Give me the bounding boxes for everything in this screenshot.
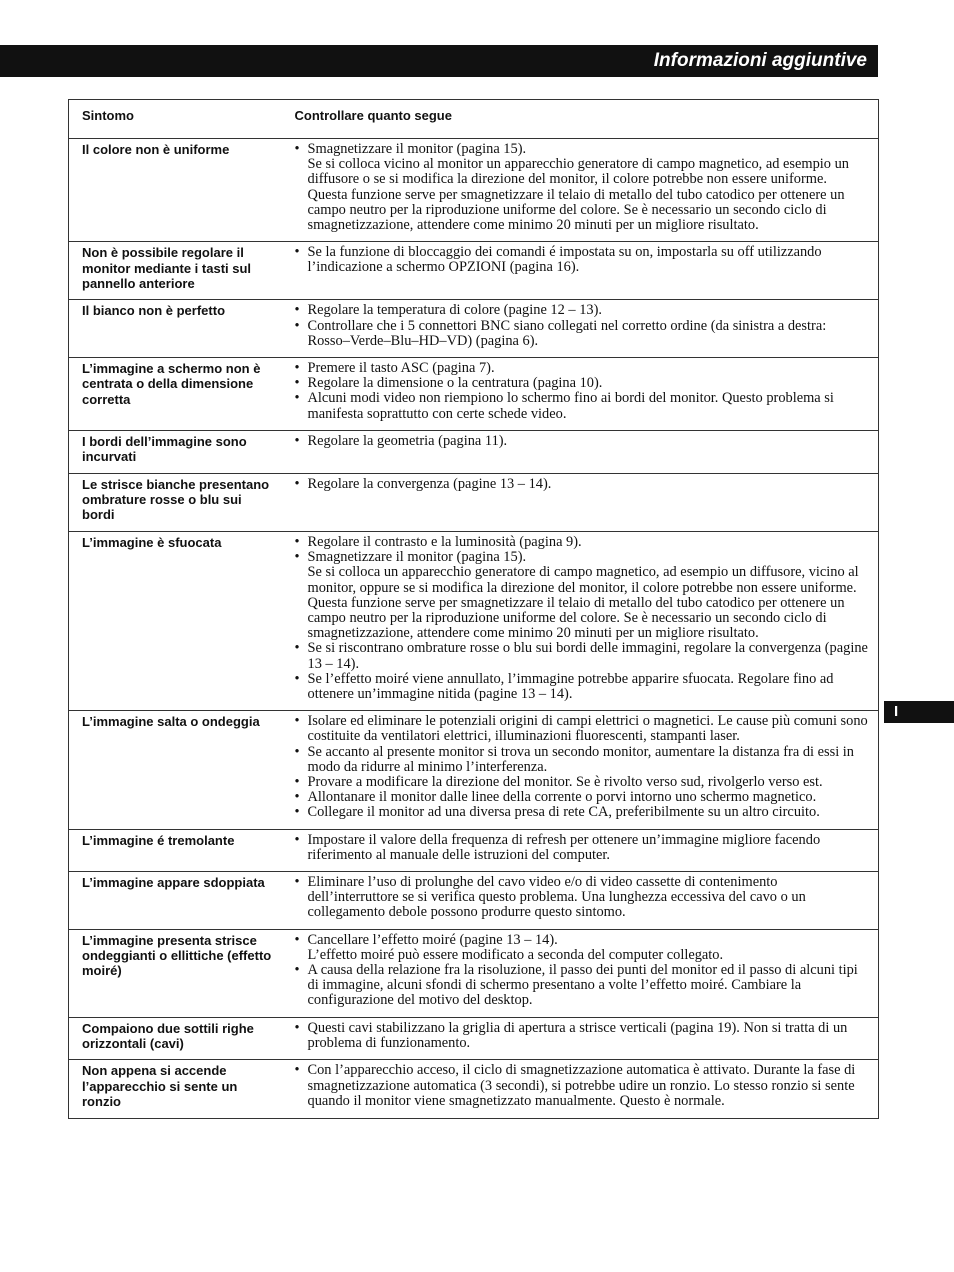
symptom-cell: Le strisce bianche presentano ombrature rosse o blu sui bordi xyxy=(69,473,282,531)
check-text: Se l’effetto moiré viene annullato, l’immagine potrebbe apparire sfuocata. Regolare fino ad ottenere un’immagine nitida (pagine 13 – 14). xyxy=(307,670,834,702)
bullet-icon: • xyxy=(294,533,300,550)
checks-list xyxy=(295,1021,871,1051)
bullet-icon: • xyxy=(294,475,300,492)
checks-cell xyxy=(282,829,879,871)
list-item xyxy=(295,535,871,550)
list-item xyxy=(295,745,871,775)
table-row xyxy=(69,430,879,473)
bullet-icon: • xyxy=(294,961,300,978)
checks-cell xyxy=(282,711,879,829)
checks-list xyxy=(295,434,871,449)
list-item xyxy=(295,933,871,963)
check-text: Regolare la temperatura di colore (pagine 12 – 13). xyxy=(307,302,602,319)
bullet-icon: • xyxy=(294,789,300,806)
check-text: Cancellare l’effetto moiré (pagine 13 – 14). L’effetto moiré può essere modificato a seconda del computer collegato. xyxy=(307,931,724,963)
checks-list xyxy=(295,714,871,820)
checks-list xyxy=(295,833,871,863)
table-row xyxy=(69,1017,879,1060)
list-item xyxy=(295,805,871,820)
checks-cell xyxy=(282,871,879,929)
symptom-cell: L’immagine è sfuocata xyxy=(69,531,282,710)
symptom-cell: L’immagine é tremolante xyxy=(69,829,282,871)
checks-cell xyxy=(282,300,879,358)
check-text: Regolare la dimensione o la centratura (pagina 10). xyxy=(307,375,603,392)
bullet-icon: • xyxy=(294,640,300,657)
list-item xyxy=(295,672,871,702)
list-item xyxy=(295,963,871,1009)
symptom-cell: L’immagine salta o ondeggia xyxy=(69,711,282,829)
bullet-icon: • xyxy=(294,804,300,821)
bullet-icon: • xyxy=(294,670,300,687)
check-text: Regolare il contrasto e la luminosità (pagina 9). xyxy=(307,533,582,550)
bullet-icon: • xyxy=(294,390,300,407)
checks-list xyxy=(295,303,871,349)
symptom-cell: I bordi dell’immagine sono incurvati xyxy=(69,430,282,473)
table-body xyxy=(69,139,879,1119)
check-text: Impostare il valore della frequenza di refresh per ottenere un’immagine migliore facendo riferimento al manuale delle istruzioni del computer. xyxy=(307,831,821,863)
bullet-icon: • xyxy=(294,244,300,261)
check-text: Collegare il monitor ad una diversa presa di rete CA, preferibilmente su un altro circuito. xyxy=(307,804,820,821)
bullet-icon: • xyxy=(294,773,300,790)
bullet-icon: • xyxy=(294,317,300,334)
check-text: Isolare ed eliminare le potenziali origini di campi elettrici o magnetici. Le cause più comuni sono costituite da ventilatori elettrici, illuminazioni fluorescenti, stampanti laser. xyxy=(307,713,868,745)
bullet-icon: • xyxy=(294,360,300,377)
list-item xyxy=(295,714,871,744)
symptom-cell: L’immagine a schermo non è centrata o della dimensione corretta xyxy=(69,358,282,431)
symptom-cell: Il colore non è uniforme xyxy=(69,139,282,242)
checks-cell xyxy=(282,358,879,431)
symptom-cell: Compaiono due sottili righe orizzontali (cavi) xyxy=(69,1017,282,1060)
bullet-icon: • xyxy=(294,432,300,449)
bullet-icon: • xyxy=(294,743,300,760)
check-text: Con l’apparecchio acceso, il ciclo di smagnetizzazione automatica è attivato. Durante la fase di smagnetizzazione automatica (3 secondi), si potrebbe udire un ronzio. Lo stesso ronzio si sente quando il monitor viene smagnetizzato manualmente. Questo è normale. xyxy=(307,1062,856,1109)
table-row xyxy=(69,139,879,242)
table-row xyxy=(69,531,879,710)
check-text: Se accanto al presente monitor si trova un secondo monitor, aumentare la distanza fra di essi in modo da ridurre al minimo l’interferenza. xyxy=(307,743,854,775)
table-row xyxy=(69,242,879,300)
checks-cell xyxy=(282,473,879,531)
check-text: Controllare che i 5 connettori BNC siano collegati nel corretto ordine (da sinistra a destra: Rosso–Verde–Blu–HD–VD) (pagina 6). xyxy=(307,317,827,349)
list-item xyxy=(295,550,871,641)
checks-list xyxy=(295,1063,871,1109)
check-text: Regolare la geometria (pagina 11). xyxy=(307,432,508,449)
check-text: Smagnetizzare il monitor (pagina 15). Se si colloca un apparecchio generatore di campo magnetico, ad esempio un diffusore, vicino al monitor, oppure se si modifica la direzione del monitor, il colore potrebbe non essere uniforme. Questa funzione serve per smagnetizzare il telaio di metallo del tubo catodico per ottenere un campo neutro per la riproduzione uniforme del colore. Se è necessario un secondo ciclo di smagnetizzazione, attendere come minimo 20 minuti per un migliore risultato. xyxy=(307,549,859,642)
checks-list xyxy=(295,361,871,422)
table-row xyxy=(69,473,879,531)
checks-list xyxy=(295,245,871,275)
list-item xyxy=(295,833,871,863)
table-row xyxy=(69,829,879,871)
checks-cell xyxy=(282,430,879,473)
list-item xyxy=(295,477,871,492)
column-header-checks: Controllare quanto segue xyxy=(282,100,879,139)
checks-list xyxy=(295,933,871,1009)
list-item xyxy=(295,319,871,349)
bullet-icon: • xyxy=(294,302,300,319)
checks-cell xyxy=(282,139,879,242)
checks-cell xyxy=(282,1017,879,1060)
list-item xyxy=(295,142,871,233)
list-item xyxy=(295,1021,871,1051)
checks-cell xyxy=(282,531,879,710)
bullet-icon: • xyxy=(294,375,300,392)
list-item xyxy=(295,641,871,671)
bullet-icon: • xyxy=(294,1019,300,1036)
check-text: Eliminare l’uso di prolunghe del cavo video e/o di video cassette di contenimento dell’interruttore se si verifica questo problema. Una lunghezza eccessiva del cavo o un collegamento debole possono produrre questo sintomo. xyxy=(307,873,806,921)
checks-list xyxy=(295,875,871,921)
checks-list xyxy=(295,535,871,702)
checks-list xyxy=(295,477,871,492)
table-header-row xyxy=(69,100,879,139)
bullet-icon: • xyxy=(294,1062,300,1079)
check-text: Regolare la convergenza (pagine 13 – 14). xyxy=(307,475,552,492)
bullet-icon: • xyxy=(294,931,300,948)
table-row xyxy=(69,711,879,829)
check-text: Allontanare il monitor dalle linee della corrente o porvi intorno uno schermo magnetico. xyxy=(307,789,817,806)
bullet-icon: • xyxy=(294,141,300,157)
symptom-cell: L’immagine appare sdoppiata xyxy=(69,871,282,929)
check-text: Se si riscontrano ombrature rosse o blu sui bordi delle immagini, regolare la convergenza (pagine 13 – 14). xyxy=(307,640,868,672)
section-title: Informazioni aggiuntive xyxy=(653,50,867,71)
language-tab xyxy=(884,701,954,723)
checks-cell xyxy=(282,929,879,1017)
checks-cell xyxy=(282,1060,879,1118)
bullet-icon: • xyxy=(294,549,300,566)
list-item xyxy=(295,434,871,449)
list-item xyxy=(295,391,871,421)
table-row xyxy=(69,358,879,431)
list-item xyxy=(295,775,871,790)
list-item xyxy=(295,1063,871,1109)
symptom-cell: Non appena si accende l’apparecchio si sente un ronzio xyxy=(69,1060,282,1118)
checks-list xyxy=(295,142,871,233)
check-text: Premere il tasto ASC (pagina 7). xyxy=(307,360,495,377)
language-tab-label: I xyxy=(894,703,899,720)
list-item xyxy=(295,245,871,275)
list-item xyxy=(295,790,871,805)
table-row xyxy=(69,871,879,929)
check-text: A causa della relazione fra la risoluzione, il passo dei punti del monitor ed il passo di alcuni tipi di immagine, alcuni sfondi di schermo presentano a volte l’effetto moiré. Cambiare la configurazione del motivo del desktop. xyxy=(307,961,858,1009)
symptom-cell: Il bianco non è perfetto xyxy=(69,300,282,358)
check-text: Alcuni modi video non riempiono lo schermo fino ai bordi del monitor. Questo problema si manifesta soprattutto con certe schede video. xyxy=(307,390,834,422)
check-text: Smagnetizzare il monitor (pagina 15). Se si colloca vicino al monitor un apparecchio generatore di campo magnetico, ad esempio un diffusore o se si modifica la direzione del monitor, il colore potrebbe non essere uniforme. Questa funzione serve per smagnetizzare il telaio di metallo del tubo catodico per ottenere un campo neutro per la riproduzione uniforme del colore. Se è necessario un secondo ciclo di smagnetizzazione, attendere come minimo 20 minuti per un migliore risultato. xyxy=(307,141,849,234)
check-text: Questi cavi stabilizzano la griglia di apertura a strisce verticali (pagina 19). Non si tratta di un problema di funzionamento. xyxy=(307,1019,848,1051)
table-row xyxy=(69,300,879,358)
table-row xyxy=(69,1060,879,1118)
check-text: Provare a modificare la direzione del monitor. Se è rivolto verso sud, rivolgerlo verso est. xyxy=(307,773,823,790)
list-item xyxy=(295,361,871,376)
list-item xyxy=(295,303,871,318)
bullet-icon: • xyxy=(294,713,300,730)
bullet-icon: • xyxy=(294,873,300,890)
bullet-icon: • xyxy=(294,831,300,848)
table-row xyxy=(69,929,879,1017)
checks-cell xyxy=(282,242,879,300)
list-item xyxy=(295,376,871,391)
section-header-bar xyxy=(0,45,878,77)
troubleshooting-table xyxy=(68,99,879,1119)
list-item xyxy=(295,875,871,921)
check-text: Se la funzione di bloccaggio dei comandi é impostata su on, impostarla su off utilizzando l’indicazione a schermo OPZIONI (pagina 16). xyxy=(307,244,822,276)
symptom-cell: L’immagine presenta strisce ondeggianti o ellittiche (effetto moiré) xyxy=(69,929,282,1017)
column-header-symptom: Sintomo xyxy=(69,100,282,139)
symptom-cell: Non è possibile regolare il monitor mediante i tasti sul pannello anteriore xyxy=(69,242,282,300)
